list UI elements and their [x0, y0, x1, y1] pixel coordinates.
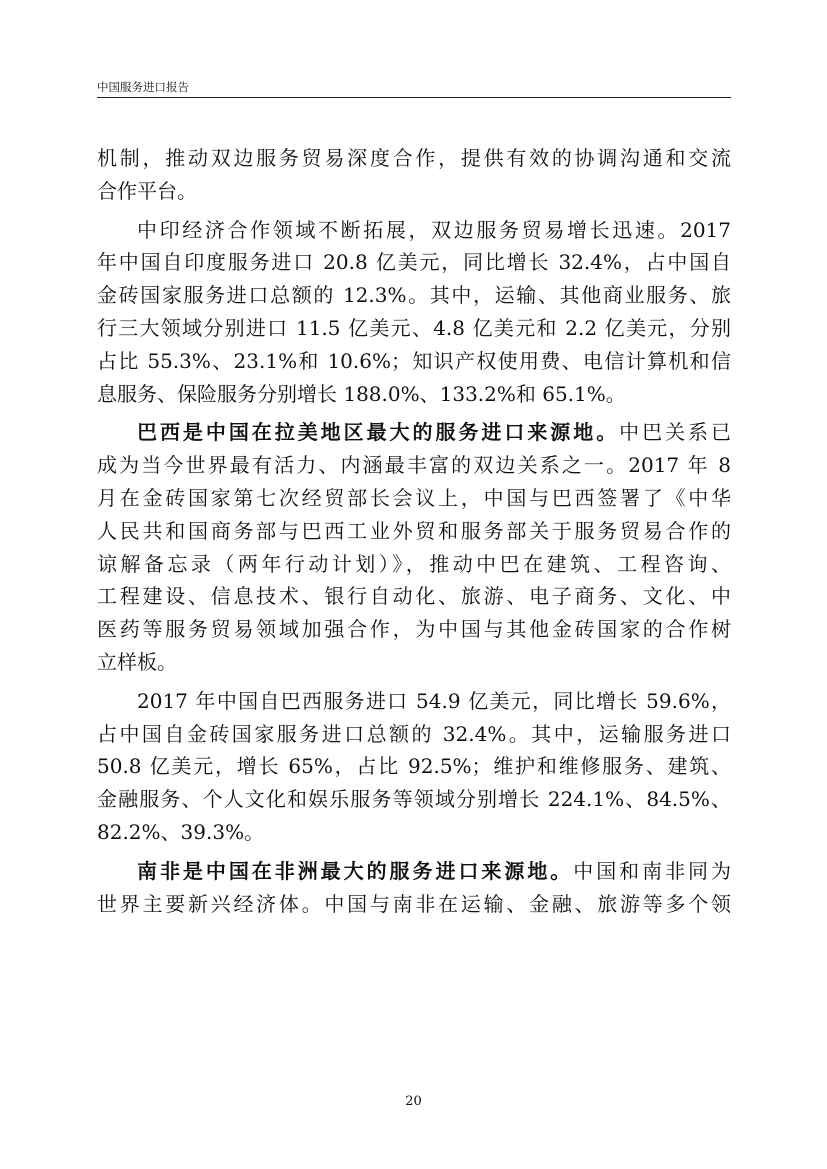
text-line: 世界主要新兴经济体。中国与南非在运输、金融、旅游等多个领: [97, 891, 731, 916]
text-line: 合作平台。: [97, 178, 197, 203]
text-line: 医药等服务贸易领域加强合作，为中国与其他金砖国家的合作树: [97, 617, 731, 642]
header-title: 中国服务进口报告: [97, 80, 189, 94]
body-text: [97, 142, 731, 920]
text-line: 行三大领域分别进口 11.5 亿美元、4.8 亿美元和 2.2 亿美元，分别: [97, 315, 731, 340]
text-line: 人民共和国商务部与巴西工业外贸和服务部关于服务贸易合作的: [97, 518, 731, 543]
text-line: 息服务、保险服务分别增长 188.0%、133.2%和 65.1%。: [97, 381, 626, 406]
page-header: [97, 79, 731, 98]
text-line: [97, 855, 731, 888]
text-line: [97, 416, 731, 449]
paragraph-4: [97, 685, 731, 849]
text-line: 谅解备忘录（两年行动计划）》，推动中巴在建筑、工程咨询、: [97, 551, 731, 576]
text-line-rest: 中巴关系已: [619, 420, 732, 445]
text-line-rest: 中国和南非同为: [573, 858, 732, 883]
text-line: 金融服务、个人文化和娱乐服务等领域分别增长 224.1%、84.5%、: [97, 787, 731, 812]
paragraph-5: [97, 855, 731, 921]
text-line: 占比 55.3%、23.1%和 10.6%；知识产权使用费、电信计算机和信: [97, 348, 731, 373]
text-line: 50.8 亿美元，增长 65%，占比 92.5%；维护和维修服务、建筑、: [97, 754, 731, 779]
page-number: 20: [405, 1094, 422, 1109]
text-line: 成为当今世界最有活力、内涵最丰富的双边关系之一。2017 年 8: [97, 453, 731, 478]
text-line: 工程建设、信息技术、银行自动化、旅游、电子商务、文化、中: [97, 584, 731, 609]
bold-lead-sentence: 巴西是中国在拉美地区最大的服务进口来源地。: [137, 420, 620, 445]
bold-lead-sentence: 南非是中国在非洲最大的服务进口来源地。: [137, 858, 574, 883]
text-line: 2017 年中国自巴西服务进口 54.9 亿美元，同比增长 59.6%，: [137, 688, 731, 713]
paragraph-2: [97, 214, 731, 411]
paragraph-3: [97, 416, 731, 678]
paragraph-1: [97, 142, 731, 208]
text-line: 金砖国家服务进口总额的 12.3%。其中，运输、其他商业服务、旅: [97, 283, 731, 308]
text-line: 82.2%、39.3%。: [97, 819, 265, 844]
text-line: 机制，推动双边服务贸易深度合作，提供有效的协调沟通和交流: [97, 146, 731, 170]
text-line: 中印经济合作领域不断拓展，双边服务贸易增长迅速。2017: [137, 217, 731, 242]
text-line: 占中国自金砖国家服务进口总额的 32.4%。其中，运输服务进口: [97, 721, 731, 746]
text-line: 月在金砖国家第七次经贸部长会议上，中国与巴西签署了《中华: [97, 485, 731, 510]
text-line: 立样板。: [97, 649, 177, 674]
text-line: 年中国自印度服务进口 20.8 亿美元，同比增长 32.4%，占中国自: [97, 250, 731, 275]
